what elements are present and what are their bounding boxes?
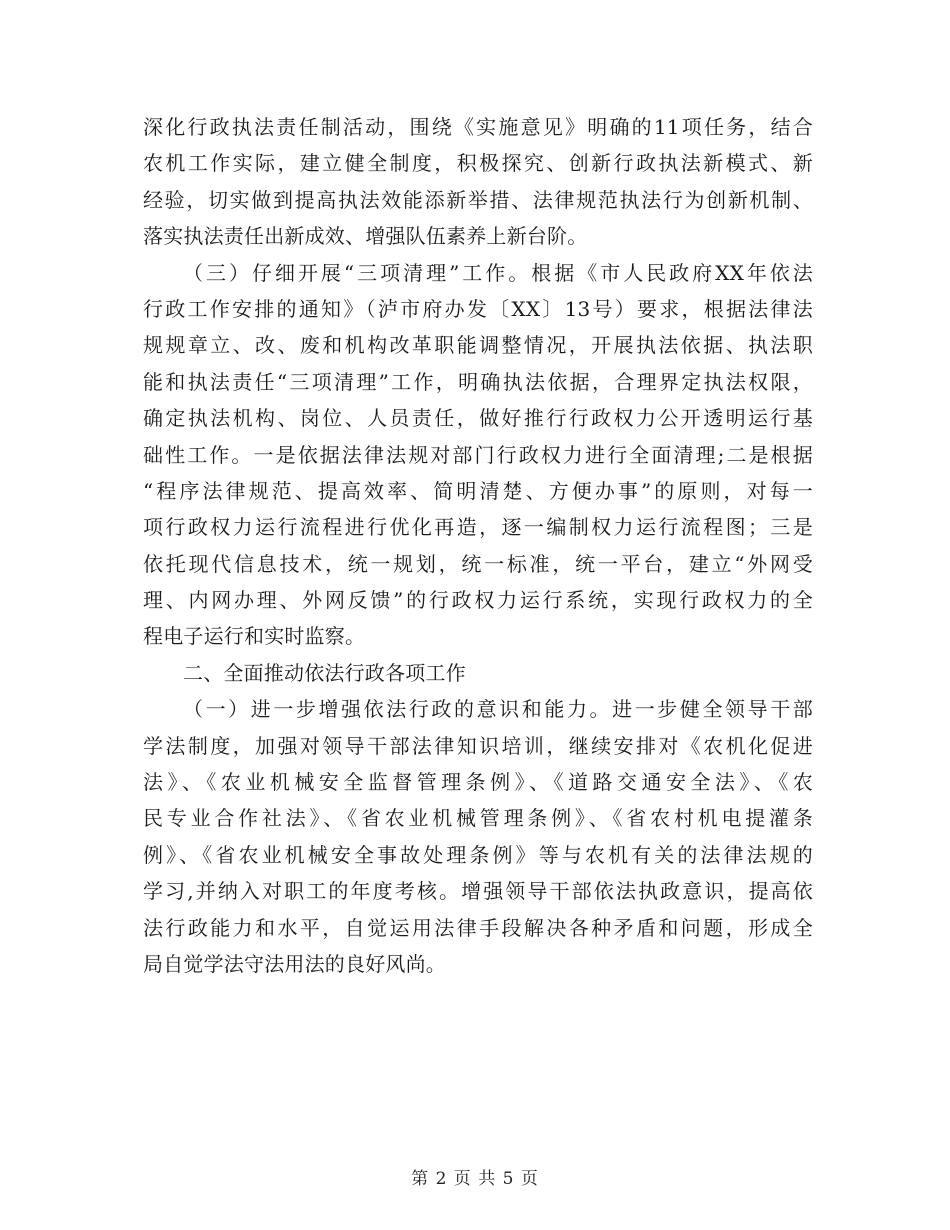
text-line: 深化行政执法责任制活动，围绕《实施意见》明确的11项任务，结合: [143, 115, 813, 139]
text-line: 程电子运行和实时监察。: [143, 624, 366, 649]
text-line: 础性工作。一是依据法律法规对部门行政权力进行全面清理;二是根据: [143, 442, 813, 467]
paragraph: [143, 691, 813, 982]
page-number: 第 2 页 共 5 页: [411, 1169, 539, 1189]
text-line: 经验，切实做到提高执法效能添新举措、法律规范执法行为创新机制、: [143, 187, 813, 212]
text-line: 学法制度，加强对领导干部法律知识培训，继续安排对《农机化促进: [143, 733, 813, 758]
text-line: 行政工作安排的通知》（泸市府办发〔XX〕13号）要求，根据法律法: [143, 296, 813, 321]
paragraph: [143, 655, 813, 691]
text-line: 能和执法责任“三项清理”工作，明确执法依据，合理界定执法权限，: [143, 369, 813, 394]
text-line: “程序法律规范、提高效率、简明清楚、方便办事”的原则，对每一: [143, 478, 813, 503]
text-line: 学习,并纳入对职工的年度考核。增强领导干部依法执政意识，提高依: [143, 879, 813, 904]
paragraph: [143, 109, 813, 255]
text-line: 确定执法机构、岗位、人员责任，做好推行行政权力公开透明运行基: [143, 406, 813, 431]
text-line: 依托现代信息技术，统一规划，统一标准，统一平台，建立“外网受: [143, 551, 813, 576]
text-line: 局自觉学法守法用法的良好风尚。: [143, 951, 446, 976]
text-line: 二、全面推动依法行政各项工作: [183, 660, 466, 685]
document-body: [143, 109, 813, 982]
text-line: 规规章立、改、废和机构改革职能调整情况，开展执法依据、执法职: [143, 333, 813, 358]
text-line: （三）仔细开展“三项清理”工作。根据《市人民政府XX年依法: [183, 260, 813, 285]
text-line: 法》、《农业机械安全监督管理条例》、《道路交通安全法》、《农: [143, 770, 813, 795]
text-line: 项行政权力运行流程进行优化再造，逐一编制权力运行流程图；三是: [143, 515, 813, 540]
text-line: 农机工作实际，建立健全制度，积极探究、创新行政执法新模式、新: [143, 151, 813, 176]
text-line: 法行政能力和水平，自觉运用法律手段解决各种矛盾和问题，形成全: [143, 915, 813, 940]
text-line: （一）进一步增强依法行政的意识和能力。进一步健全领导干部: [183, 697, 813, 722]
text-line: 例》、《省农业机械安全事故处理条例》等与农机有关的法律法规的: [143, 842, 813, 867]
text-line: 民专业合作社法》、《省农业机械管理条例》、《省农村机电提灌条: [143, 806, 813, 831]
paragraph: [143, 255, 813, 655]
text-line: 理、内网办理、外网反馈”的行政权力运行系统，实现行政权力的全: [143, 588, 813, 613]
text-line: 落实执法责任出新成效、增强队伍素养上新台阶。: [143, 224, 588, 249]
